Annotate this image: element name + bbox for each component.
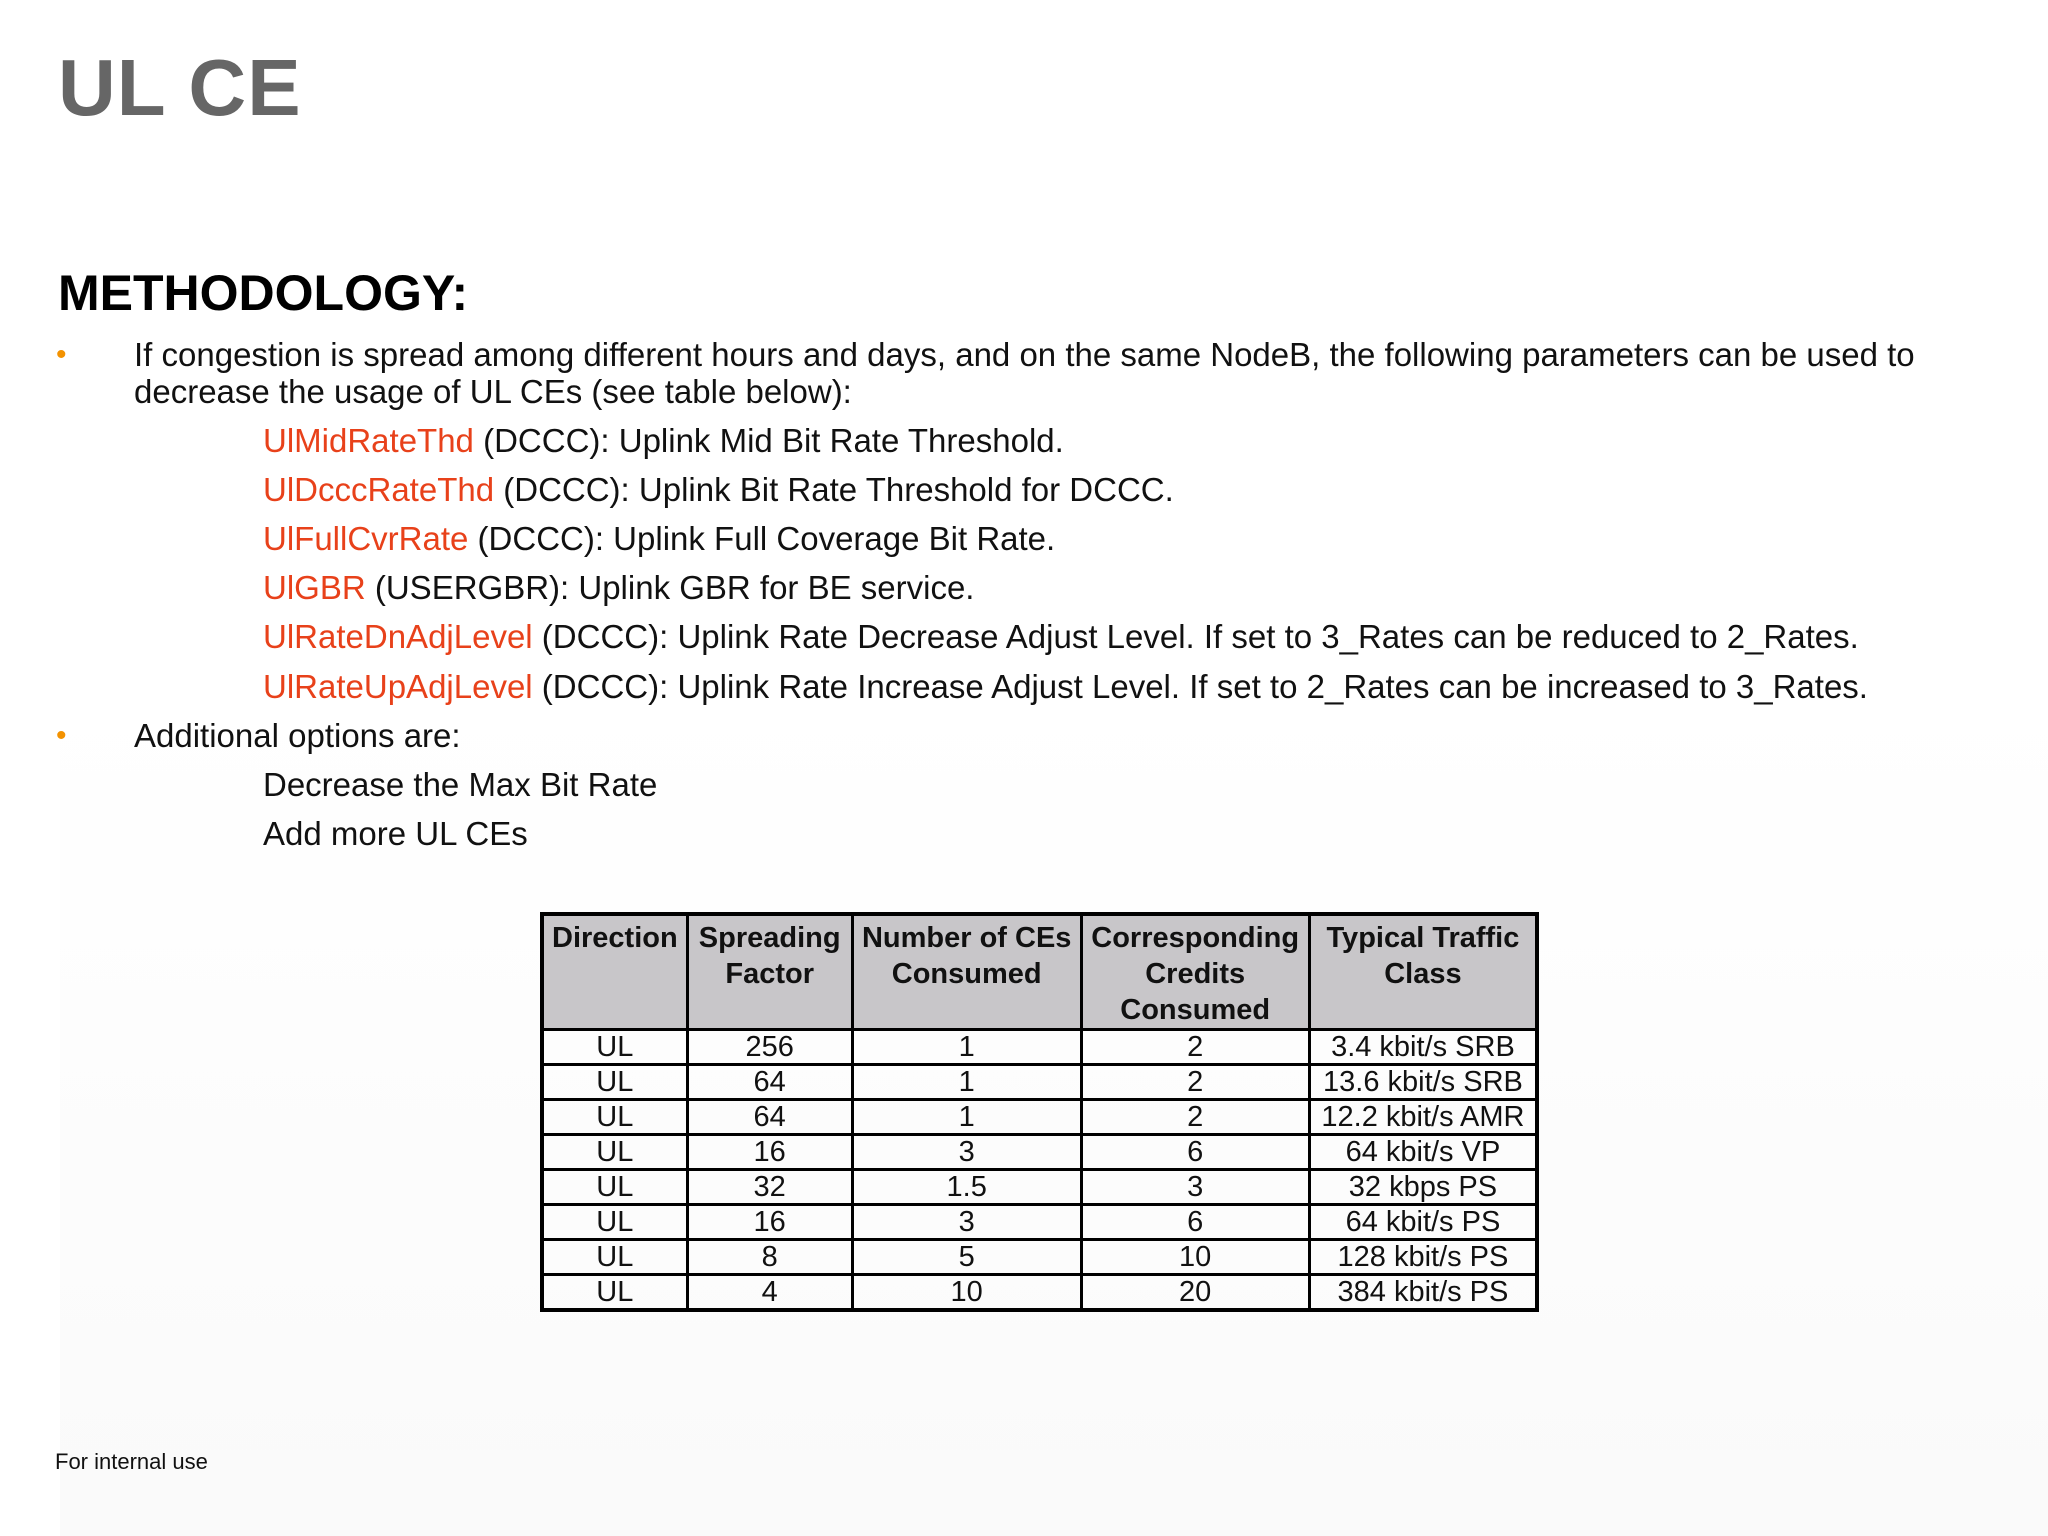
- table-row: [542, 1205, 1537, 1240]
- table-cell: UL: [542, 1100, 687, 1135]
- parameter-name: UlFullCvrRate: [263, 520, 469, 557]
- parameter-description: (DCCC): Uplink Full Coverage Bit Rate.: [468, 520, 1056, 557]
- ce-consumption-table-wrapper: [540, 912, 1539, 1312]
- bullet-text: If congestion is spread among different hours and days, and on the same NodeB, the following parameters can be used to: [134, 336, 1915, 373]
- column-header-traffic-class: Typical Traffic Class: [1309, 914, 1537, 1030]
- table-cell: 1: [852, 1030, 1081, 1065]
- table-cell: 10: [852, 1275, 1081, 1311]
- table-cell: UL: [542, 1030, 687, 1065]
- column-header-direction: Direction: [542, 914, 687, 1030]
- parameter-name: UlRateUpAdjLevel: [263, 668, 533, 705]
- parameter-description: (DCCC): Uplink Rate Increase Adjust Level. If set to 2_Rates can be increased to 3_Rates.: [532, 668, 1868, 705]
- table-cell: 64 kbit/s PS: [1309, 1205, 1537, 1240]
- bullet-marker: •: [56, 719, 67, 752]
- table-row: [542, 1065, 1537, 1100]
- table-cell: 5: [852, 1240, 1081, 1275]
- parameter-item: [263, 422, 1064, 459]
- table-cell: 128 kbit/s PS: [1309, 1240, 1537, 1275]
- table-cell: 3: [852, 1135, 1081, 1170]
- bullet-marker: •: [56, 338, 67, 371]
- table-cell: 4: [687, 1275, 852, 1311]
- parameter-item: [263, 471, 1174, 508]
- parameter-name: UlDcccRateThd: [263, 471, 495, 508]
- parameter-description: (DCCC): Uplink Rate Decrease Adjust Level. If set to 3_Rates can be reduced to 2_Rates.: [532, 618, 1859, 655]
- table-cell: 2: [1081, 1030, 1309, 1065]
- footer-note: For internal use: [55, 1449, 208, 1474]
- column-header-credits-consumed: Corresponding Credits Consumed: [1081, 914, 1309, 1030]
- section-heading: METHODOLOGY:: [58, 265, 469, 321]
- table-cell: 32: [687, 1170, 852, 1205]
- table-cell: UL: [542, 1065, 687, 1100]
- table-cell: 10: [1081, 1240, 1309, 1275]
- parameter-description: (DCCC): Uplink Bit Rate Threshold for DCCC.: [494, 471, 1174, 508]
- parameter-name: UlRateDnAdjLevel: [263, 618, 533, 655]
- table-cell: 384 kbit/s PS: [1309, 1275, 1537, 1311]
- table-cell: 2: [1081, 1100, 1309, 1135]
- parameter-description: (DCCC): Uplink Mid Bit Rate Threshold.: [473, 422, 1064, 459]
- table-cell: 1: [852, 1065, 1081, 1100]
- table-cell: UL: [542, 1205, 687, 1240]
- table-cell: 16: [687, 1135, 852, 1170]
- table-cell: 3.4 kbit/s SRB: [1309, 1030, 1537, 1065]
- parameter-item: [263, 618, 1859, 655]
- table-header-row: [542, 914, 1537, 1030]
- table-cell: UL: [542, 1275, 687, 1311]
- slide-title: UL CE: [58, 43, 302, 132]
- table-cell: 6: [1081, 1135, 1309, 1170]
- table-cell: 256: [687, 1030, 852, 1065]
- parameter-name: UlMidRateThd: [263, 422, 474, 459]
- table-cell: 1.5: [852, 1170, 1081, 1205]
- table-cell: 1: [852, 1100, 1081, 1135]
- table-cell: 3: [1081, 1170, 1309, 1205]
- column-header-spreading-factor: Spreading Factor: [687, 914, 852, 1030]
- table-row: [542, 1030, 1537, 1065]
- table-row: [542, 1275, 1537, 1311]
- table-cell: 2: [1081, 1065, 1309, 1100]
- table-cell: 64 kbit/s VP: [1309, 1135, 1537, 1170]
- table-row: [542, 1100, 1537, 1135]
- table-row: [542, 1240, 1537, 1275]
- table-cell: 32 kbps PS: [1309, 1170, 1537, 1205]
- table-cell: 64: [687, 1065, 852, 1100]
- table-cell: 12.2 kbit/s AMR: [1309, 1100, 1537, 1135]
- parameter-name: UlGBR: [263, 569, 366, 606]
- table-cell: 64: [687, 1100, 852, 1135]
- option-item: Add more UL CEs: [263, 815, 528, 852]
- ce-consumption-table: [540, 912, 1539, 1312]
- parameter-item: [263, 569, 974, 606]
- table-cell: UL: [542, 1240, 687, 1275]
- table-cell: 13.6 kbit/s SRB: [1309, 1065, 1537, 1100]
- table-cell: 6: [1081, 1205, 1309, 1240]
- table-row: [542, 1135, 1537, 1170]
- table-row: [542, 1170, 1537, 1205]
- parameter-item: [263, 668, 1868, 705]
- bullet-text: Additional options are:: [134, 717, 461, 754]
- table-cell: 20: [1081, 1275, 1309, 1311]
- table-cell: UL: [542, 1135, 687, 1170]
- table-cell: UL: [542, 1170, 687, 1205]
- option-item: Decrease the Max Bit Rate: [263, 766, 658, 803]
- bullet-text-continued: decrease the usage of UL CEs (see table below):: [134, 373, 852, 410]
- column-header-ces-consumed: Number of CEs Consumed: [852, 914, 1081, 1030]
- parameter-description: (USERGBR): Uplink GBR for BE service.: [365, 569, 975, 606]
- table-cell: 3: [852, 1205, 1081, 1240]
- table-cell: 8: [687, 1240, 852, 1275]
- parameter-item: [263, 520, 1055, 557]
- table-cell: 16: [687, 1205, 852, 1240]
